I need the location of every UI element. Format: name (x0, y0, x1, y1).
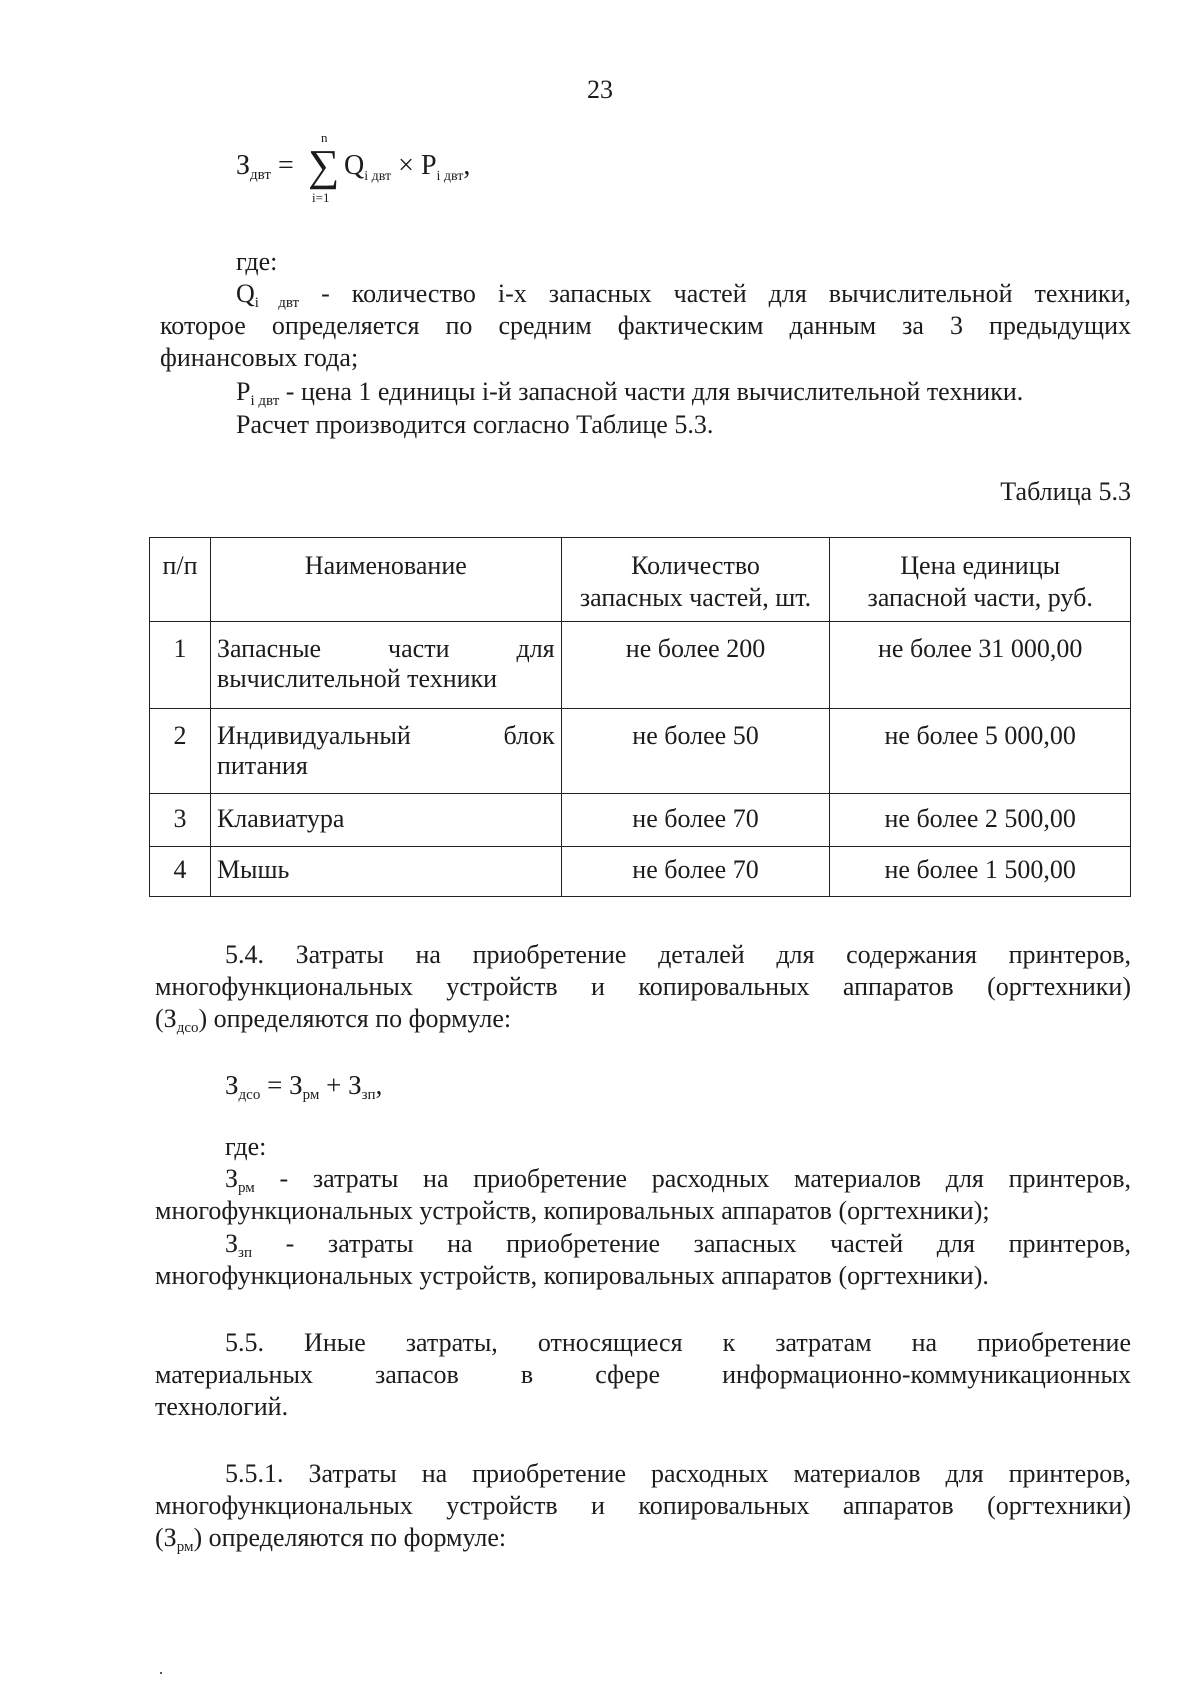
sec54-line3: (Здсо) определяются по формуле: (155, 1004, 512, 1036)
sum-upper-limit: n (321, 130, 328, 145)
table-row (150, 794, 1131, 847)
table-header-row (150, 538, 1131, 622)
formula-lhs: Здвт = (236, 150, 294, 183)
row-qty: не более 50 (561, 709, 830, 794)
def-q-line3: финансовых года; (160, 343, 359, 372)
sec551-line3: (Зрм) определяются по формуле: (155, 1523, 507, 1555)
page-number: 23 (587, 75, 613, 104)
def-p-line: Pi двт - цена 1 единицы i-й запасной части для вычислительной техники. (236, 377, 1024, 409)
sec551-line2: многофункциональных устройств и копировальных аппаратов (оргтехники) (155, 1491, 1131, 1520)
sum-sign: ∑ (308, 141, 340, 190)
formula-zdso: Здсо = Зрм + Ззп, (225, 1070, 383, 1103)
def-zp-line2: многофункциональных устройств, копировальных аппаратов (оргтехники). (155, 1261, 989, 1290)
sec54-line1: 5.4. Затраты на приобретение деталей для содержания принтеров, (225, 940, 1131, 969)
table-row (150, 622, 1131, 709)
sec55-line2: материальных запасов в сфере информационно-коммуникационных (155, 1360, 1131, 1389)
row-price: не более 31 000,00 (830, 622, 1131, 709)
row-name: Запасные части для вычислительной техники (210, 622, 561, 709)
scan-speck (160, 1672, 162, 1674)
def-rm-line1: Зрм - затраты на приобретение расходных материалов для принтеров, (225, 1164, 1131, 1196)
header-num: п/п (150, 538, 211, 622)
table-row (150, 709, 1131, 794)
row-num: 3 (150, 794, 211, 847)
where-label-2: где: (225, 1132, 267, 1161)
row-qty: не более 70 (561, 847, 830, 897)
sec55-line3: технологий. (155, 1392, 289, 1421)
def-q-line2: которое определяется по средним фактическим данным за 3 предыдущих (160, 311, 1131, 340)
row-qty: не более 70 (561, 794, 830, 847)
row-qty: не более 200 (561, 622, 830, 709)
spare-parts-table (149, 537, 1131, 897)
row-num: 2 (150, 709, 211, 794)
header-name: Наименование (210, 538, 561, 622)
header-price: Цена единицы запасной части, руб. (830, 538, 1131, 622)
def-rm-line2: многофункциональных устройств, копировальных аппаратов (оргтехники); (155, 1196, 990, 1225)
calc-note: Расчет производится согласно Таблице 5.3. (236, 410, 714, 439)
def-zp-line1: Ззп - затраты на приобретение запасных частей для принтеров, (225, 1229, 1131, 1261)
sec551-line1: 5.5.1. Затраты на приобретение расходных материалов для принтеров, (225, 1459, 1131, 1488)
table-caption: Таблица 5.3 (1000, 477, 1131, 506)
row-price: не более 1 500,00 (830, 847, 1131, 897)
table-row (150, 847, 1131, 897)
row-price: не более 2 500,00 (830, 794, 1131, 847)
sum-lower-limit: i=1 (312, 190, 330, 205)
row-name: Клавиатура (210, 794, 561, 847)
row-price: не более 5 000,00 (830, 709, 1131, 794)
where-label: где: (236, 247, 278, 276)
def-q-line1: Qi двт - количество i-х запасных частей для вычислительной техники, (236, 279, 1131, 311)
row-name: Мышь (210, 847, 561, 897)
formula-rhs: $Q_{i двт} \times P_{i двт}$, (344, 150, 471, 184)
sec54-line2: многофункциональных устройств и копировальных аппаратов (оргтехники) (155, 972, 1131, 1001)
row-num: 1 (150, 622, 211, 709)
header-qty: Количество запасных частей, шт. (561, 538, 830, 622)
row-num: 4 (150, 847, 211, 897)
row-name: Индивидуальный блок питания (210, 709, 561, 794)
sec55-line1: 5.5. Иные затраты, относящиеся к затратам на приобретение (225, 1328, 1131, 1357)
